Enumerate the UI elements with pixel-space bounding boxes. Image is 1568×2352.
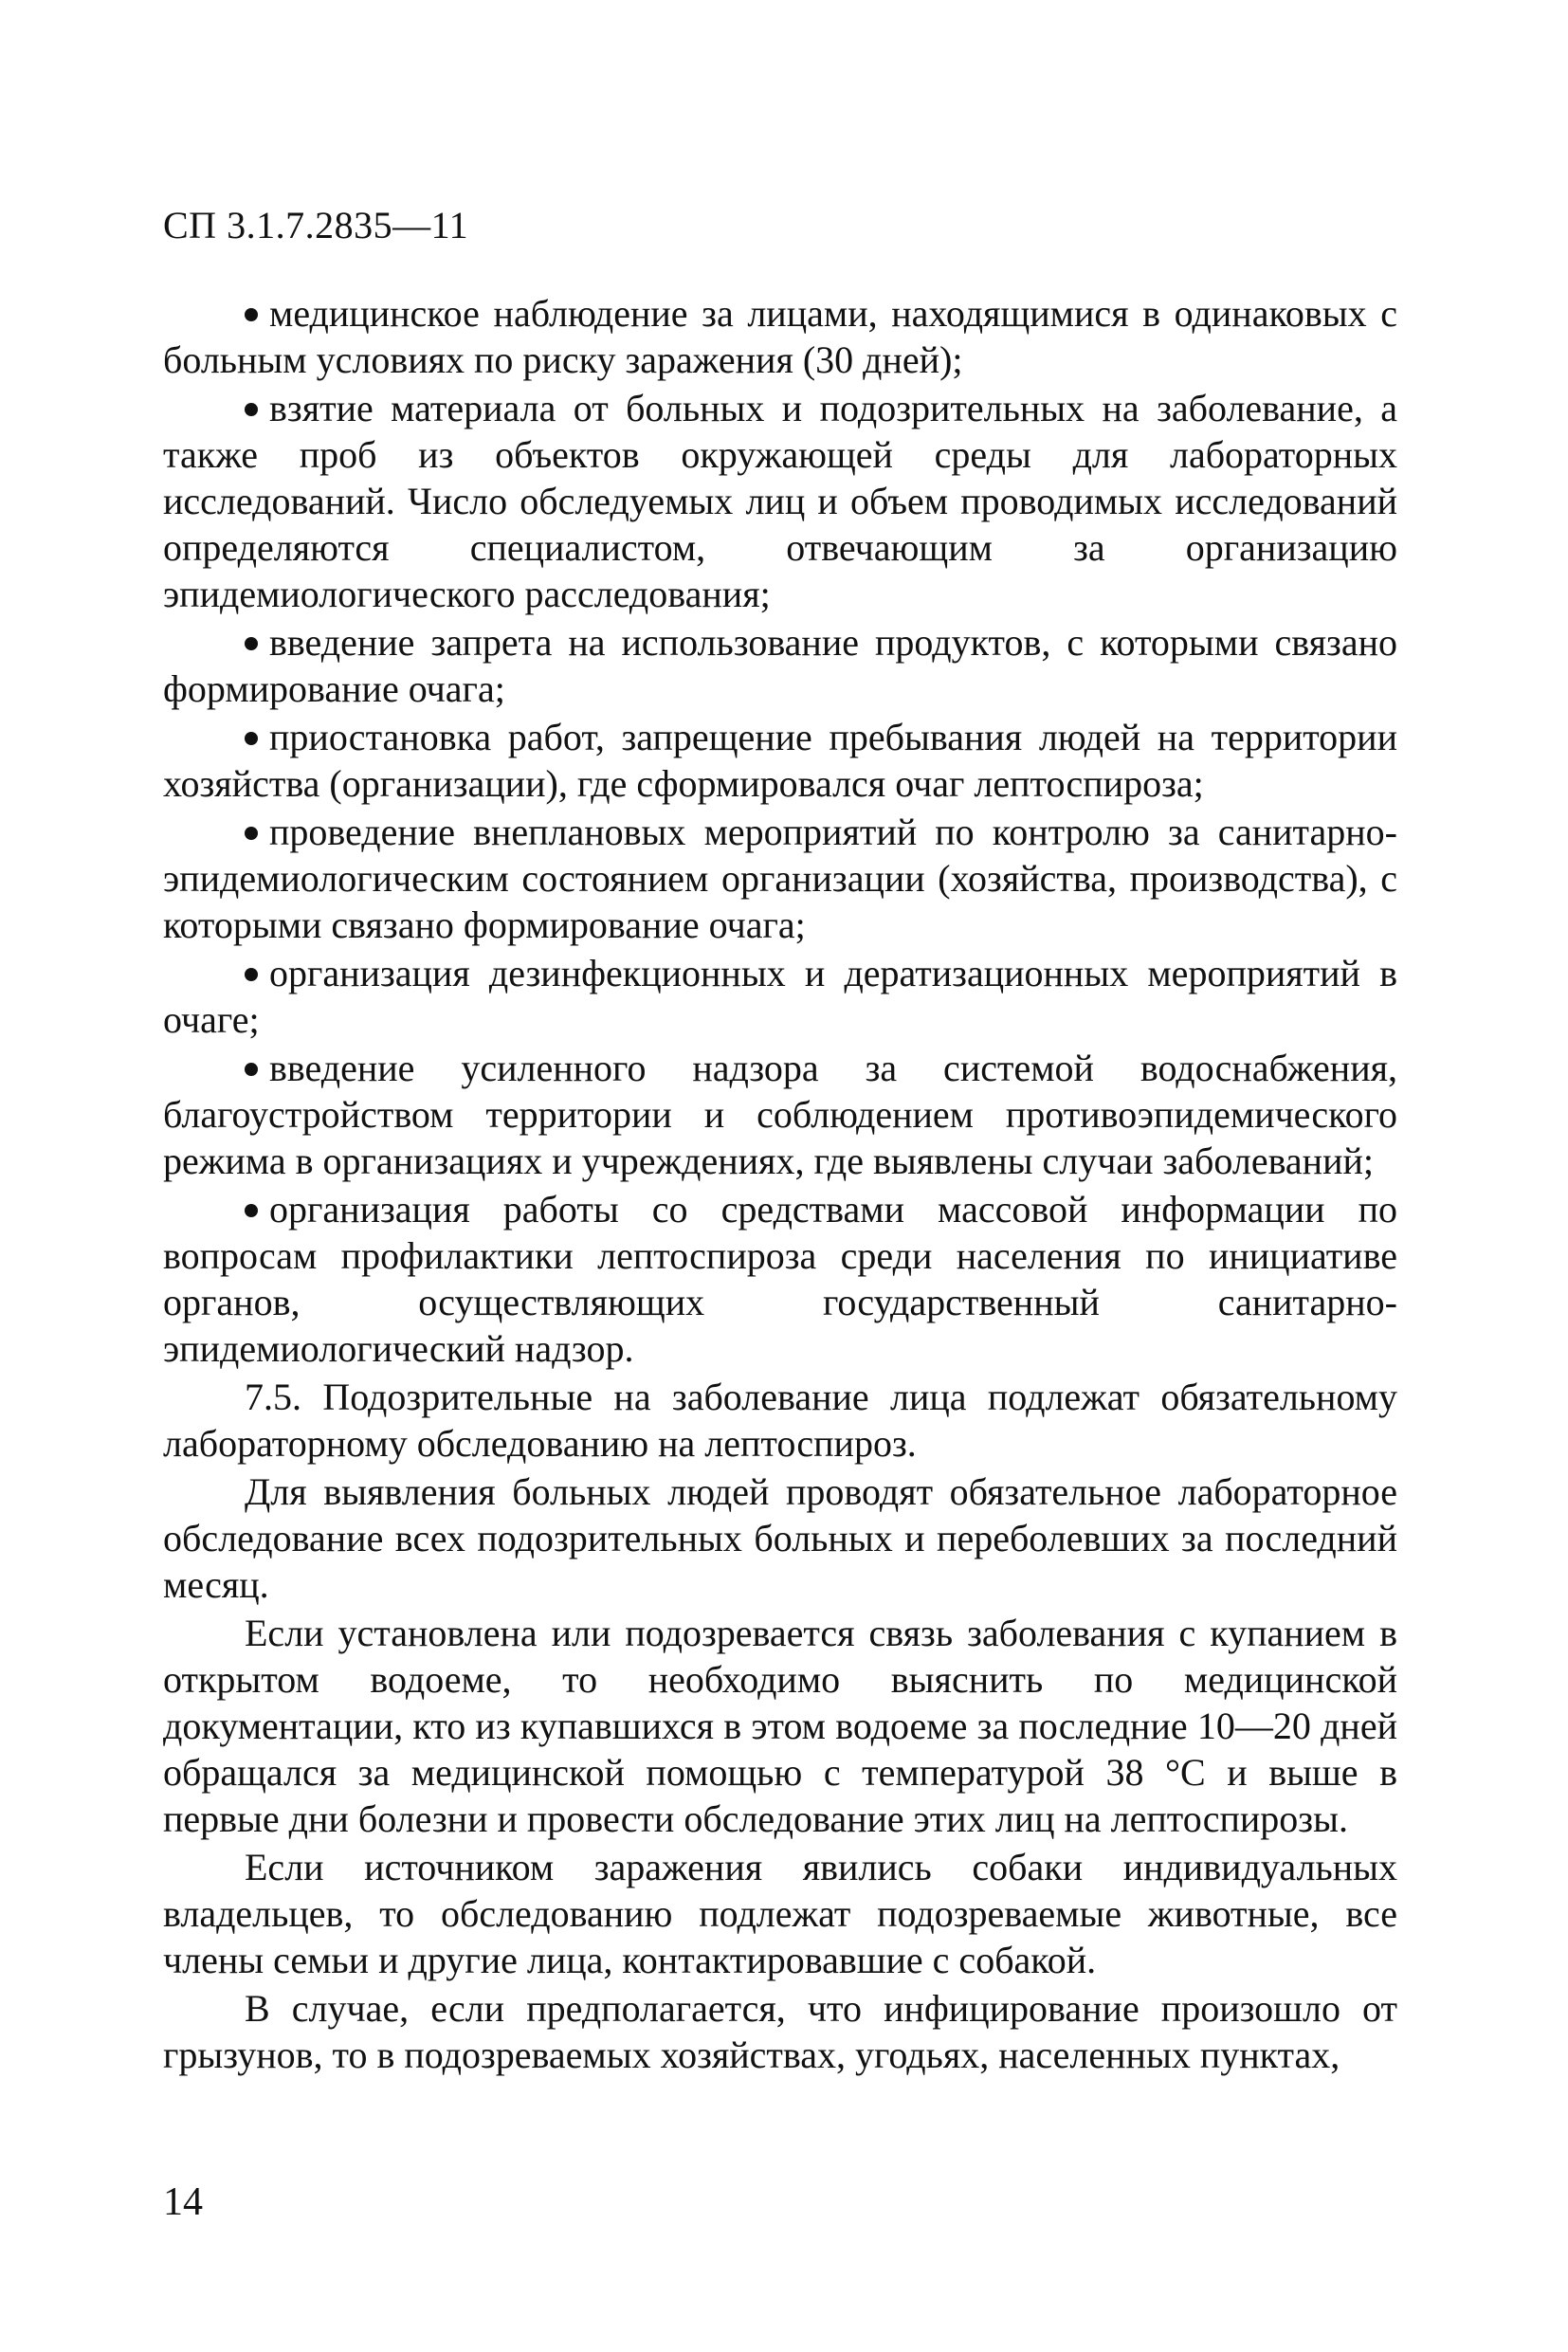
bullet-text: организация дезинфекционных и дератизационных мероприятий в очаге;: [163, 952, 1397, 1041]
bullet-item: [163, 809, 1397, 948]
bullet-item: [163, 1045, 1397, 1184]
bullet-item: [163, 290, 1397, 383]
bullet-icon: [245, 403, 258, 416]
bullet-text: введение запрета на использование продуктов, с которыми связано формирование очага;: [163, 621, 1397, 710]
bullet-text: организация работы со средствами массовой информации по вопросам профилактики лептоспироза среди населения по инициативе органов, осуществляющих государственный санитарно-эпидемиологический надзор.: [163, 1188, 1397, 1370]
bullet-icon: [245, 1204, 258, 1217]
bullet-icon: [245, 827, 258, 840]
body-paragraph: Для выявления больных людей проводят обязательное лабораторное обследование всех подозрительных больных и переболевших за последний месяц.: [163, 1470, 1397, 1606]
document-body: [163, 290, 1397, 2080]
bullet-icon: [245, 1063, 258, 1076]
bullet-icon: [245, 308, 258, 321]
bullet-icon: [245, 968, 258, 981]
bullet-item: [163, 1186, 1397, 1372]
section-paragraph: 7.5. Подозрительные на заболевание лица подлежат обязательному лабораторному обследованию на лептоспироз.: [163, 1376, 1397, 1465]
bullet-text: медицинское наблюдение за лицами, находящимися в одинаковых с больным условиях по риску заражения (30 дней);: [163, 292, 1397, 381]
bullet-icon: [245, 732, 258, 745]
document-code: СП 3.1.7.2835—11: [163, 204, 469, 246]
page-number: 14: [163, 2180, 203, 2224]
bullet-item: [163, 385, 1397, 617]
bullet-text: приостановка работ, запрещение пребывания людей на территории хозяйства (организации), где сформировался очаг лептоспироза;: [163, 716, 1397, 805]
bullet-item: [163, 950, 1397, 1043]
bullet-item: [163, 619, 1397, 712]
bullet-text: взятие материала от больных и подозрительных на заболевание, а также проб из объектов окружающей среды для лабораторных исследований. Число обследуемых лиц и объем проводимых исследований определяются специалистом, отвечающим за организацию эпидемиологического расследования;: [163, 387, 1397, 615]
bullet-icon: [245, 637, 258, 650]
bullet-item: [163, 714, 1397, 807]
bullet-text: проведение внеплановых мероприятий по контролю за санитарно-эпидемиологическим состоянием организации (хозяйства, производства), с которыми связано формирование очага;: [163, 811, 1397, 946]
body-paragraph: Если источником заражения явились собаки индивидуальных владельцев, то обследованию подлежат подозреваемые животные, все члены семьи и другие лица, контактировавшие с собакой.: [163, 1846, 1397, 1981]
body-paragraph: Если установлена или подозревается связь заболевания с купанием в открытом водоеме, то необходимо выяснить по медицинской документации, кто из купавшихся в этом водоеме за последние 10—20 дней обращался за медицинской помощью с температурой 38 °С и выше в первые дни болезни и провести обследование этих лиц на лептоспирозы.: [163, 1612, 1397, 1840]
body-paragraph: В случае, если предполагается, что инфицирование произошло от грызунов, то в подозреваемых хозяйствах, угодьях, населенных пунктах,: [163, 1987, 1397, 2076]
bullet-text: введение усиленного надзора за системой водоснабжения, благоустройством территории и соблюдением противоэпидемического режима в организациях и учреждениях, где выявлены случаи заболеваний;: [163, 1047, 1397, 1182]
